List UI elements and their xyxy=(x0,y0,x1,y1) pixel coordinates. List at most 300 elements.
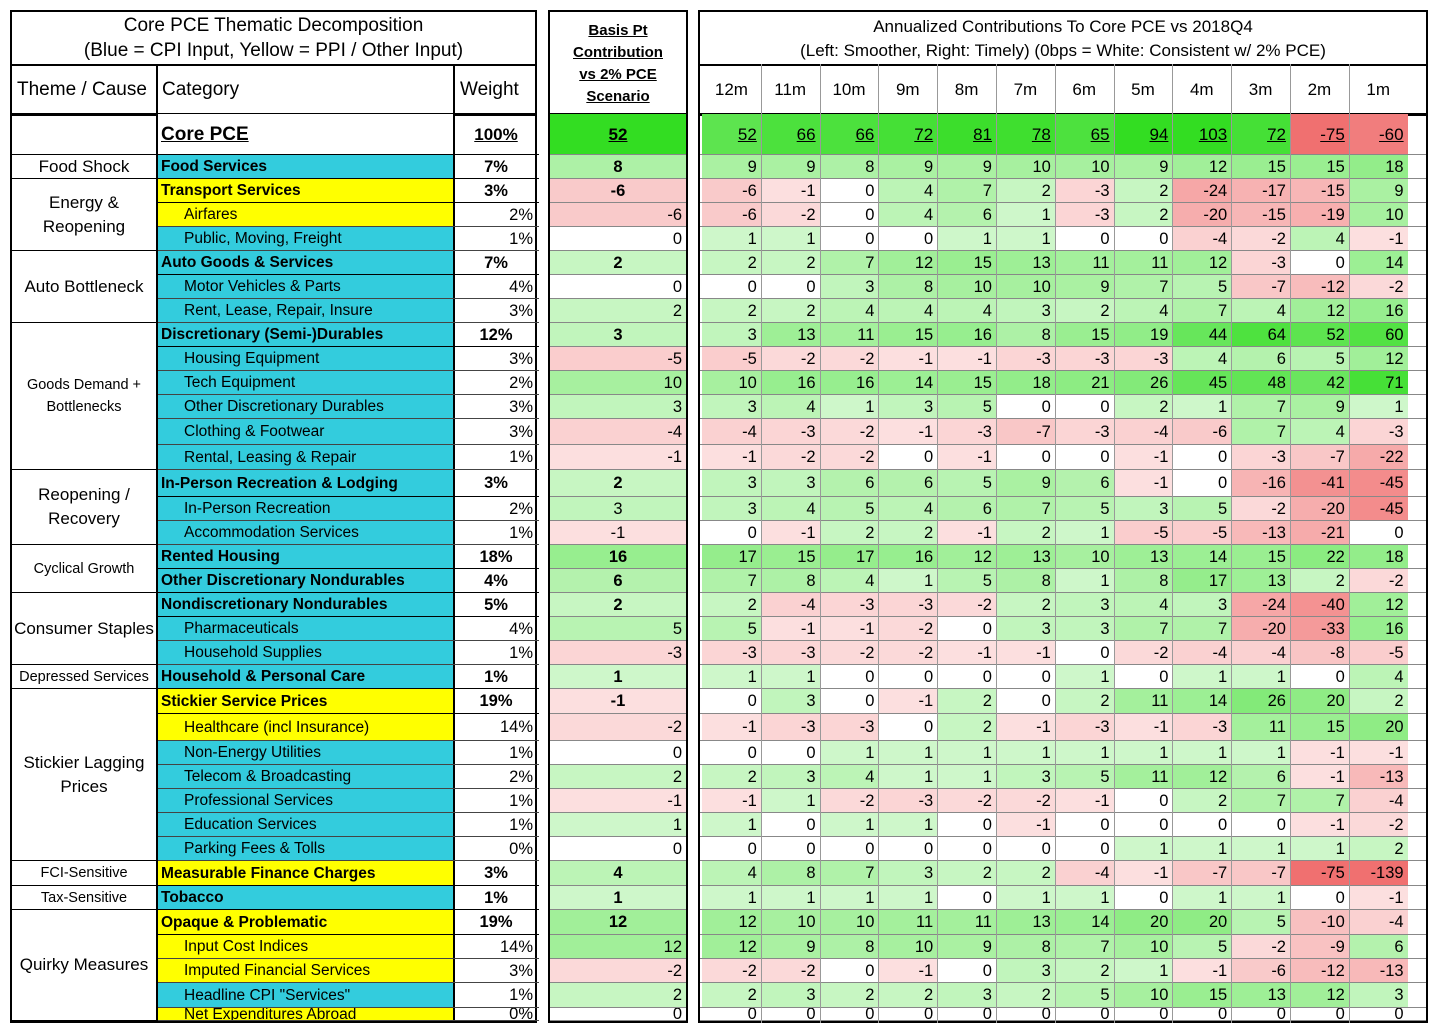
contribution-value: -1 xyxy=(761,179,820,203)
bp-value: 2 xyxy=(550,470,686,497)
contribution-value: 9 xyxy=(761,935,820,959)
contribution-value: 1 xyxy=(761,886,820,910)
bp-value: -6 xyxy=(550,179,686,203)
category-label: Public, Moving, Freight xyxy=(158,227,453,251)
contribution-value: -45 xyxy=(1349,497,1408,521)
contribution-value: -4 xyxy=(1055,861,1114,886)
contribution-value: 1 xyxy=(996,886,1055,910)
contribution-value: 3 xyxy=(878,861,937,886)
bp-value: -1 xyxy=(550,789,686,813)
contribution-value: 4 xyxy=(1114,299,1173,323)
weight-value: 0% xyxy=(509,1008,533,1021)
category-label: Airfares xyxy=(158,203,453,227)
category-label: In-Person Recreation xyxy=(158,497,453,521)
contribution-value: -1 xyxy=(761,521,820,545)
contribution-value: 10 xyxy=(1114,983,1173,1008)
contribution-value: 1 xyxy=(1172,886,1231,910)
category-label: In-Person Recreation & Lodging xyxy=(158,470,453,497)
decomposition-title xyxy=(12,12,535,65)
contribution-value: -2 xyxy=(937,593,996,617)
bp-value: 6 xyxy=(550,569,686,593)
contribution-value: 16 xyxy=(820,371,879,395)
contribution-value: -20 xyxy=(1231,617,1290,641)
contribution-value: 81 xyxy=(937,114,996,155)
contribution-value: 11 xyxy=(1114,765,1173,789)
contribution-value: -2 xyxy=(996,789,1055,813)
contribution-value: 9 xyxy=(1349,179,1408,203)
contribution-value: -2 xyxy=(761,347,820,371)
contribution-value: 0 xyxy=(820,689,879,714)
contribution-value: -45 xyxy=(1349,470,1408,497)
contribution-value: 0 xyxy=(878,837,937,861)
contribution-value: 5 xyxy=(937,569,996,593)
contribution-value: 10 xyxy=(996,155,1055,179)
contribution-value: 12 xyxy=(1290,299,1349,323)
contribution-value: 0 xyxy=(1055,227,1114,251)
contribution-value: 0 xyxy=(702,521,761,545)
weight-value: 19% xyxy=(479,692,513,710)
column-divider xyxy=(878,64,879,1023)
contribution-value: 14 xyxy=(878,371,937,395)
contribution-value: 0 xyxy=(1349,1008,1408,1021)
contribution-value: -1 xyxy=(1055,789,1114,813)
contribution-value: -3 xyxy=(1055,714,1114,741)
contribution-value: 1 xyxy=(1172,741,1231,765)
theme-label: Tax-Sensitive xyxy=(12,886,156,910)
theme-label: Reopening / Recovery xyxy=(12,470,156,545)
contribution-value: 0 xyxy=(1055,813,1114,837)
contribution-value: 1 xyxy=(878,813,937,837)
contribution-value: -1 xyxy=(1114,445,1173,470)
contribution-value: 0 xyxy=(1290,886,1349,910)
contribution-value: -3 xyxy=(1055,347,1114,371)
contribution-value: 1 xyxy=(1172,665,1231,689)
contribution-value: -3 xyxy=(1231,445,1290,470)
annualized-title-line-2: (Left: Smoother, Right: Timely) (0bps = White: Consistent w/ 2% PCE) xyxy=(800,41,1326,60)
contribution-value: 0 xyxy=(878,714,937,741)
contribution-value: 12 xyxy=(1349,593,1408,617)
contribution-value: 1 xyxy=(702,886,761,910)
contribution-value: 6 xyxy=(820,470,879,497)
contribution-value: -21 xyxy=(1290,521,1349,545)
category-label: Discretionary (Semi-)Durables xyxy=(158,323,453,347)
contribution-value: -1 xyxy=(878,347,937,371)
contribution-value: 3 xyxy=(996,765,1055,789)
contribution-value: 4 xyxy=(761,395,820,419)
contribution-value: -1 xyxy=(937,521,996,545)
contribution-value: 2 xyxy=(820,983,879,1008)
contribution-value: 1 xyxy=(702,665,761,689)
contribution-value: 0 xyxy=(820,665,879,689)
bp-header-line: Scenario xyxy=(586,88,650,105)
annualized-title xyxy=(700,12,1426,67)
contribution-value: 1 xyxy=(1172,395,1231,419)
weight-value: 5% xyxy=(484,596,508,614)
bp-value: -1 xyxy=(550,521,686,545)
contribution-value: 71 xyxy=(1349,371,1408,395)
contribution-value: 48 xyxy=(1231,371,1290,395)
contribution-value: 17 xyxy=(702,545,761,569)
contribution-value: -3 xyxy=(1114,347,1173,371)
period-header: 9m xyxy=(895,79,920,99)
contribution-value: 0 xyxy=(1055,837,1114,861)
contribution-value: -19 xyxy=(1290,203,1349,227)
contribution-value: 0 xyxy=(1055,445,1114,470)
column-divider xyxy=(996,64,997,1023)
weight-value: 4% xyxy=(484,572,508,590)
contribution-value: 3 xyxy=(761,983,820,1008)
contribution-value: 12 xyxy=(937,545,996,569)
contribution-value: 1 xyxy=(878,569,937,593)
category-label: Net Expenditures Abroad xyxy=(158,1008,453,1021)
contribution-value: 5 xyxy=(937,470,996,497)
contribution-value: 22 xyxy=(1290,545,1349,569)
weight-value: 100% xyxy=(474,125,518,144)
contribution-value: 5 xyxy=(937,395,996,419)
bp-value: 0 xyxy=(550,837,686,861)
weight-value: 0% xyxy=(509,840,533,858)
contribution-value: -4 xyxy=(1231,641,1290,665)
bp-value: -1 xyxy=(550,445,686,470)
weight-value: 3% xyxy=(509,350,533,368)
weight-value: 4% xyxy=(509,278,533,296)
contribution-value: 52 xyxy=(702,114,761,155)
weight-value: 1% xyxy=(509,792,533,810)
weight-value: 3% xyxy=(509,302,533,320)
contribution-value: 0 xyxy=(996,665,1055,689)
contribution-value: 1 xyxy=(1290,837,1349,861)
contribution-value: 12 xyxy=(1172,155,1231,179)
contribution-value: 18 xyxy=(1349,545,1408,569)
contribution-value: -2 xyxy=(1349,813,1408,837)
contribution-value: -1 xyxy=(761,617,820,641)
contribution-value: 1 xyxy=(996,203,1055,227)
period-header: 4m xyxy=(1189,79,1214,99)
contribution-value: 16 xyxy=(1349,299,1408,323)
contribution-value: 16 xyxy=(878,545,937,569)
contribution-value: 0 xyxy=(937,665,996,689)
contribution-value: 12 xyxy=(702,910,761,935)
contribution-value: 1 xyxy=(820,395,879,419)
column-divider xyxy=(1114,64,1115,1023)
contribution-value: 0 xyxy=(820,1008,879,1021)
contribution-value: 2 xyxy=(1172,789,1231,813)
contribution-value: -75 xyxy=(1290,114,1349,155)
contribution-value: -3 xyxy=(702,641,761,665)
contribution-value: 0 xyxy=(702,741,761,765)
contribution-value: 1 xyxy=(996,741,1055,765)
contribution-value: 0 xyxy=(1114,665,1173,689)
contribution-value: 14 xyxy=(1349,251,1408,275)
contribution-value: -13 xyxy=(1349,959,1408,983)
bp-header-line: Basis Pt xyxy=(588,22,648,39)
contribution-value: 0 xyxy=(1231,1008,1290,1021)
contribution-value: 20 xyxy=(1172,910,1231,935)
contribution-value: -1 xyxy=(702,789,761,813)
contribution-value: 2 xyxy=(996,179,1055,203)
contribution-value: -1 xyxy=(1114,861,1173,886)
weight-value: 14% xyxy=(499,938,533,956)
weight-value: 1% xyxy=(509,230,533,248)
contribution-value: -1 xyxy=(702,714,761,741)
category-label: Parking Fees & Tolls xyxy=(158,837,453,861)
contribution-value: -5 xyxy=(1172,521,1231,545)
contribution-value: 10 xyxy=(1114,935,1173,959)
contribution-value: 0 xyxy=(1114,789,1173,813)
contribution-value: -3 xyxy=(1231,251,1290,275)
theme-label: Goods Demand + Bottlenecks xyxy=(12,323,156,470)
contribution-value: 12 xyxy=(1349,347,1408,371)
contribution-value: 65 xyxy=(1055,114,1114,155)
column-divider xyxy=(1349,64,1350,1023)
bp-value: 0 xyxy=(550,275,686,299)
contribution-value: -24 xyxy=(1172,179,1231,203)
contribution-value: 26 xyxy=(1114,371,1173,395)
contribution-value: -4 xyxy=(1114,419,1173,445)
category-label: Measurable Finance Charges xyxy=(158,861,453,886)
contribution-value: 0 xyxy=(820,203,879,227)
contribution-value: 5 xyxy=(1231,910,1290,935)
contribution-value: 2 xyxy=(761,251,820,275)
contribution-value: -75 xyxy=(1290,861,1349,886)
contribution-value: -17 xyxy=(1231,179,1290,203)
category-label: Housing Equipment xyxy=(158,347,453,371)
contribution-value: 0 xyxy=(761,837,820,861)
contribution-value: 42 xyxy=(1290,371,1349,395)
contribution-value: 1 xyxy=(878,886,937,910)
contribution-value: 4 xyxy=(1172,347,1231,371)
contribution-value: 11 xyxy=(1231,714,1290,741)
contribution-value: 0 xyxy=(702,1008,761,1021)
contribution-value: 1 xyxy=(937,227,996,251)
contribution-value: 12 xyxy=(702,935,761,959)
contribution-value: 15 xyxy=(937,371,996,395)
contribution-value: 1 xyxy=(1114,741,1173,765)
contribution-value: 0 xyxy=(761,275,820,299)
category-label: Telecom & Broadcasting xyxy=(158,765,453,789)
contribution-value: 7 xyxy=(1231,395,1290,419)
weight-value: 3% xyxy=(484,182,508,200)
contribution-value: 5 xyxy=(1055,983,1114,1008)
contribution-value: -139 xyxy=(1349,861,1408,886)
contribution-value: 7 xyxy=(820,861,879,886)
contribution-value: -6 xyxy=(702,179,761,203)
contribution-value: 8 xyxy=(820,155,879,179)
weight-value: 2% xyxy=(509,206,533,224)
bp-value: 12 xyxy=(550,935,686,959)
contribution-value: 5 xyxy=(702,617,761,641)
contribution-value: -2 xyxy=(761,959,820,983)
bp-value: 10 xyxy=(550,371,686,395)
contribution-value: 3 xyxy=(996,299,1055,323)
contribution-value: -3 xyxy=(1172,714,1231,741)
contribution-value: -7 xyxy=(1231,275,1290,299)
contribution-value: -24 xyxy=(1231,593,1290,617)
contribution-value: -3 xyxy=(878,789,937,813)
contribution-value: 0 xyxy=(1349,521,1408,545)
contribution-value: -16 xyxy=(1231,470,1290,497)
weight-value: 1% xyxy=(509,524,533,542)
contribution-value: 7 xyxy=(1231,789,1290,813)
contribution-value: 1 xyxy=(820,886,879,910)
contribution-value: -5 xyxy=(1349,641,1408,665)
category-label: Transport Services xyxy=(158,179,453,203)
contribution-value: -60 xyxy=(1349,114,1408,155)
contribution-value: 5 xyxy=(1172,497,1231,521)
contribution-value: 1 xyxy=(1114,959,1173,983)
contribution-value: 0 xyxy=(878,665,937,689)
contribution-value: -3 xyxy=(761,714,820,741)
contribution-value: 64 xyxy=(1231,323,1290,347)
contribution-value: -7 xyxy=(1172,861,1231,886)
contribution-value: 1 xyxy=(702,813,761,837)
contribution-value: -20 xyxy=(1290,497,1349,521)
contribution-value: 8 xyxy=(996,935,1055,959)
weight-value: 2% xyxy=(509,374,533,392)
theme-label: Auto Bottleneck xyxy=(12,251,156,323)
contribution-value: 6 xyxy=(1055,470,1114,497)
contribution-value: 9 xyxy=(761,155,820,179)
category-label: Other Discretionary Nondurables xyxy=(158,569,453,593)
period-header: 11m xyxy=(774,79,807,99)
contribution-value: 6 xyxy=(937,203,996,227)
bp-value: 0 xyxy=(550,741,686,765)
contribution-value: 10 xyxy=(1055,155,1114,179)
contribution-value: 2 xyxy=(996,983,1055,1008)
contribution-value: -1 xyxy=(1114,714,1173,741)
bp-value: -3 xyxy=(550,641,686,665)
contribution-value: 0 xyxy=(1114,886,1173,910)
contribution-value: 8 xyxy=(820,935,879,959)
contribution-value: -1 xyxy=(878,419,937,445)
column-divider xyxy=(1055,64,1056,1023)
contribution-value: 9 xyxy=(1114,155,1173,179)
category-label: Professional Services xyxy=(158,789,453,813)
contribution-value: 3 xyxy=(702,470,761,497)
contribution-value: 8 xyxy=(1114,569,1173,593)
contribution-value: 9 xyxy=(996,470,1055,497)
contribution-value: 2 xyxy=(878,983,937,1008)
category-label: Nondiscretionary Nondurables xyxy=(158,593,453,617)
contribution-value: -3 xyxy=(761,641,820,665)
contribution-value: 2 xyxy=(996,593,1055,617)
contribution-value: 0 xyxy=(996,1008,1055,1021)
contribution-value: 16 xyxy=(1349,617,1408,641)
contribution-value: 2 xyxy=(820,521,879,545)
contribution-value: 0 xyxy=(1172,445,1231,470)
contribution-value: 9 xyxy=(937,155,996,179)
contribution-value: 4 xyxy=(820,765,879,789)
contribution-value: -7 xyxy=(996,419,1055,445)
contribution-value: 4 xyxy=(702,861,761,886)
category-label: Healthcare (incl Insurance) xyxy=(158,714,453,741)
weight-value: 1% xyxy=(509,448,533,466)
title-line-2: (Blue = CPI Input, Yellow = PPI / Other Input) xyxy=(83,40,464,61)
bp-value: 3 xyxy=(550,395,686,419)
contribution-value: -2 xyxy=(1231,497,1290,521)
contribution-value: 72 xyxy=(878,114,937,155)
contribution-value: 0 xyxy=(937,886,996,910)
contribution-value: 7 xyxy=(1172,299,1231,323)
bp-value: 3 xyxy=(550,323,686,347)
contribution-value: -41 xyxy=(1290,470,1349,497)
contribution-value: -1 xyxy=(996,714,1055,741)
contribution-value: 0 xyxy=(761,813,820,837)
contribution-value: 12 xyxy=(1172,251,1231,275)
weight-value: 1% xyxy=(509,744,533,762)
contribution-value: -13 xyxy=(1231,521,1290,545)
contribution-value: 2 xyxy=(996,521,1055,545)
bp-value: 3 xyxy=(550,497,686,521)
contribution-value: 2 xyxy=(1114,203,1173,227)
theme-column-header: Theme / Cause xyxy=(17,78,147,100)
contribution-value: -7 xyxy=(1231,861,1290,886)
bp-value: 0 xyxy=(550,1008,686,1021)
contribution-value: 12 xyxy=(1290,983,1349,1008)
bp-value: 8 xyxy=(550,155,686,179)
contribution-value: 10 xyxy=(996,275,1055,299)
weight-value: 3% xyxy=(484,474,508,492)
contribution-value: 18 xyxy=(1349,155,1408,179)
weight-value: 18% xyxy=(479,548,513,566)
weight-value: 3% xyxy=(509,423,533,441)
contribution-value: 0 xyxy=(937,617,996,641)
contribution-value: 0 xyxy=(878,227,937,251)
contribution-value: 13 xyxy=(996,910,1055,935)
contribution-value: 0 xyxy=(1055,1008,1114,1021)
contribution-value: -4 xyxy=(761,593,820,617)
weight-value: 4% xyxy=(509,620,533,638)
row-divider xyxy=(700,1020,1426,1021)
column-divider xyxy=(937,64,938,1023)
bp-value: -4 xyxy=(550,419,686,445)
contribution-value: 5 xyxy=(820,497,879,521)
contribution-value: -2 xyxy=(820,789,879,813)
contribution-value: -1 xyxy=(1290,765,1349,789)
contribution-value: 0 xyxy=(1055,395,1114,419)
contribution-value: 1 xyxy=(1114,837,1173,861)
contribution-value: -2 xyxy=(937,789,996,813)
contribution-value: 7 xyxy=(1290,789,1349,813)
contribution-value: 8 xyxy=(996,569,1055,593)
contribution-value: 0 xyxy=(1055,641,1114,665)
contribution-value: 4 xyxy=(820,299,879,323)
contribution-value: 20 xyxy=(1349,714,1408,741)
contribution-value: 0 xyxy=(761,741,820,765)
contribution-value: 2 xyxy=(702,765,761,789)
contribution-value: 15 xyxy=(1055,323,1114,347)
contribution-value: -4 xyxy=(1349,789,1408,813)
contribution-value: -4 xyxy=(1349,910,1408,935)
contribution-value: -3 xyxy=(878,593,937,617)
contribution-value: 14 xyxy=(1172,689,1231,714)
contribution-value: 2 xyxy=(702,593,761,617)
contribution-value: 1 xyxy=(761,665,820,689)
contribution-value: -2 xyxy=(1114,641,1173,665)
theme-label: Food Shock xyxy=(12,155,156,179)
contribution-value: 7 xyxy=(937,179,996,203)
category-label: Household Supplies xyxy=(158,641,453,665)
contribution-value: 0 xyxy=(996,445,1055,470)
bp-value: 1 xyxy=(550,813,686,837)
column-divider xyxy=(1290,64,1291,1023)
weight-value: 7% xyxy=(484,254,508,272)
contribution-value: -9 xyxy=(1290,935,1349,959)
contribution-value: 3 xyxy=(820,275,879,299)
contribution-value: 11 xyxy=(1055,251,1114,275)
contribution-value: 13 xyxy=(996,251,1055,275)
contribution-value: 14 xyxy=(1172,545,1231,569)
